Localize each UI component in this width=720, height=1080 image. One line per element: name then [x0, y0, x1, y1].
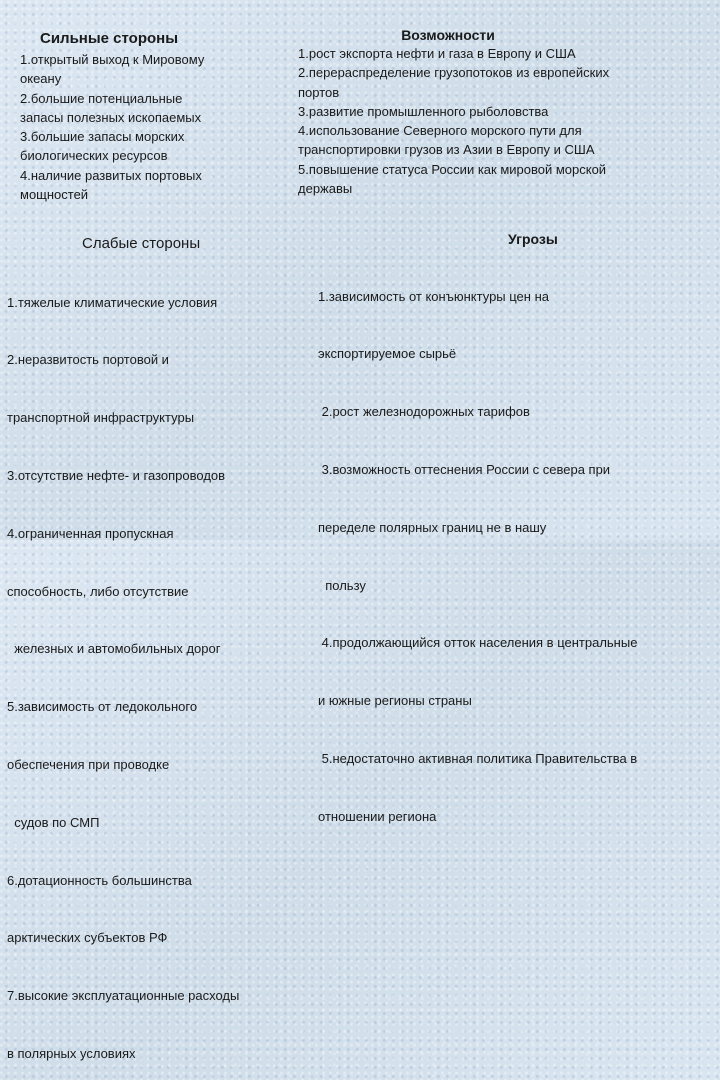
opportunities-line: 2.перераспределение грузопотоков из европейских	[298, 65, 610, 81]
opportunities-line: портов	[298, 84, 340, 100]
weaknesses-line: 6.дотационность большинства	[7, 872, 192, 888]
strengths-block	[20, 30, 290, 204]
threats-list	[318, 248, 713, 865]
threats-line: 2.рост железнодорожных тарифов	[318, 404, 530, 420]
opportunities-line: 3.развитие промышленного рыболовства	[298, 103, 549, 119]
threats-line: пользу	[318, 577, 366, 593]
threats-line: 1.зависимость от конъюнктуры цен на	[318, 288, 549, 304]
threats-line: и южные регионы страны	[318, 693, 472, 709]
weaknesses-line: 2.неразвитость портовой и	[7, 352, 169, 368]
threats-block	[318, 230, 713, 865]
threats-title: Угрозы	[508, 231, 558, 247]
opportunities-line: державы	[298, 181, 353, 197]
threats-line: экспортируемое сырьё	[318, 346, 457, 362]
weaknesses-line: способность, либо отсутствие	[7, 583, 189, 599]
threats-line: 4.продолжающийся отток населения в центральные	[318, 635, 638, 651]
strengths-line: мощностей	[20, 187, 89, 203]
weaknesses-line: 4.ограниченная пропускная	[7, 525, 174, 541]
weaknesses-line: судов по СМП	[7, 814, 100, 830]
threats-line: 5.недостаточно активная политика Правительства в	[318, 750, 638, 766]
strengths-line: биологических ресурсов	[20, 148, 168, 164]
weaknesses-list	[7, 254, 307, 1080]
weaknesses-title: Слабые стороны	[82, 235, 201, 252]
weaknesses-line: арктических субъектов РФ	[7, 930, 168, 946]
weaknesses-line: в полярных условиях	[7, 1045, 136, 1061]
opportunities-block	[298, 26, 710, 198]
threats-line: 3.возможность оттеснения России с севера при	[318, 461, 611, 477]
weaknesses-line: железных и автомобильных дорог	[7, 641, 221, 657]
strengths-line: 2.большие потенциальные	[20, 90, 183, 106]
opportunities-list	[298, 44, 710, 198]
strengths-line: 3.большие запасы морских	[20, 129, 185, 145]
opportunities-line: 5.повышение статуса России как мировой морской	[298, 161, 607, 177]
strengths-line: 4.наличие развитых портовых	[20, 167, 202, 183]
threats-line: отношении региона	[318, 808, 437, 824]
weaknesses-line: 1.тяжелые климатические условия	[7, 294, 218, 310]
weaknesses-block	[7, 235, 307, 1080]
strengths-line: 1.открытый выход к Мировому	[20, 52, 205, 67]
strengths-line: океану	[20, 71, 62, 87]
opportunities-line: транспортировки грузов из Азии в Европу и США	[298, 142, 595, 158]
opportunities-line: 4.использование Северного морского пути для	[298, 123, 582, 139]
weaknesses-line: обеспечения при проводке	[7, 756, 170, 772]
strengths-line: запасы полезных ископаемых	[20, 109, 202, 125]
strengths-list	[20, 50, 290, 204]
threats-line: переделе полярных границ не в нашу	[318, 519, 547, 535]
weaknesses-line: 5.зависимость от ледокольного	[7, 699, 198, 715]
opportunities-title: Возможности	[401, 27, 495, 43]
strengths-title: Сильные стороны	[40, 30, 179, 47]
weaknesses-line: 3.отсутствие нефте- и газопроводов	[7, 467, 226, 483]
weaknesses-line: транспортной инфраструктуры	[7, 410, 195, 426]
opportunities-line: 1.рост экспорта нефти и газа в Европу и США	[298, 46, 576, 61]
weaknesses-line: 7.высокие эксплуатационные расходы	[7, 988, 240, 1004]
